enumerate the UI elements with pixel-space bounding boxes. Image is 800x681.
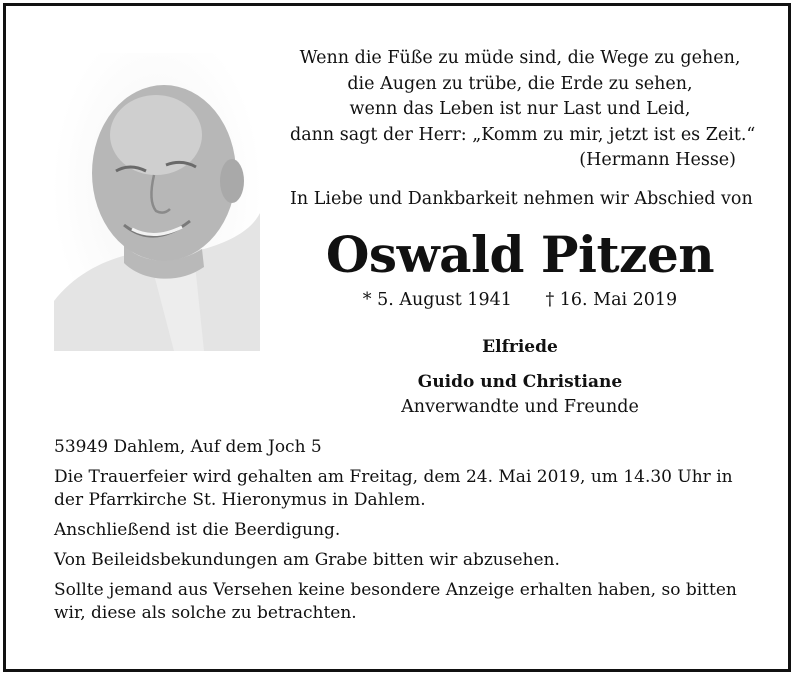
birth-date: * 5. August 1941 — [362, 290, 512, 310]
poem-author: (Hermann Hesse) — [579, 150, 736, 171]
poem — [290, 46, 756, 174]
mourner-children: Guido und Christiane — [417, 372, 623, 392]
death-date: † 16. Mai 2019 — [545, 290, 678, 310]
poem-line: wenn das Leben ist nur Last und Leid, — [349, 99, 691, 120]
mourner-spouse: Elfriede — [482, 337, 558, 357]
burial-notice: Anschließend ist die Beerdigung. — [54, 520, 341, 540]
condolence-notice: Von Beileidsbekundungen am Grabe bitten wir abzusehen. — [54, 550, 560, 570]
portrait-photo — [54, 53, 260, 351]
notice-details — [54, 436, 764, 632]
poem-line: die Augen zu trübe, die Erde zu sehen, — [347, 73, 693, 94]
farewell-intro: In Liebe und Dankbarkeit nehmen wir Abschied von — [290, 189, 753, 209]
deceased-name: Oswald Pitzen — [325, 225, 715, 284]
poem-line: Wenn die Füße zu müde sind, die Wege zu gehen, — [299, 48, 741, 68]
life-dates — [290, 290, 750, 310]
mourner-relatives: Anverwandte und Freunde — [401, 397, 639, 417]
poem-line: dann sagt der Herr: „Komm zu mir, jetzt ist es Zeit.“ — [290, 124, 756, 145]
funeral-service-notice: Die Trauerfeier wird gehalten am Freitag, dem 24. Mai 2019, um 14.30 Uhr in der Pfarrkirche St. Hieronymus in Dahlem. — [54, 467, 733, 510]
announcement-notice: Sollte jemand aus Versehen keine besondere Anzeige erhalten haben, so bitten wir, diese als solche zu betrachten. — [54, 580, 737, 623]
portrait-illustration — [54, 53, 260, 351]
address: 53949 Dahlem, Auf dem Joch 5 — [54, 437, 322, 457]
